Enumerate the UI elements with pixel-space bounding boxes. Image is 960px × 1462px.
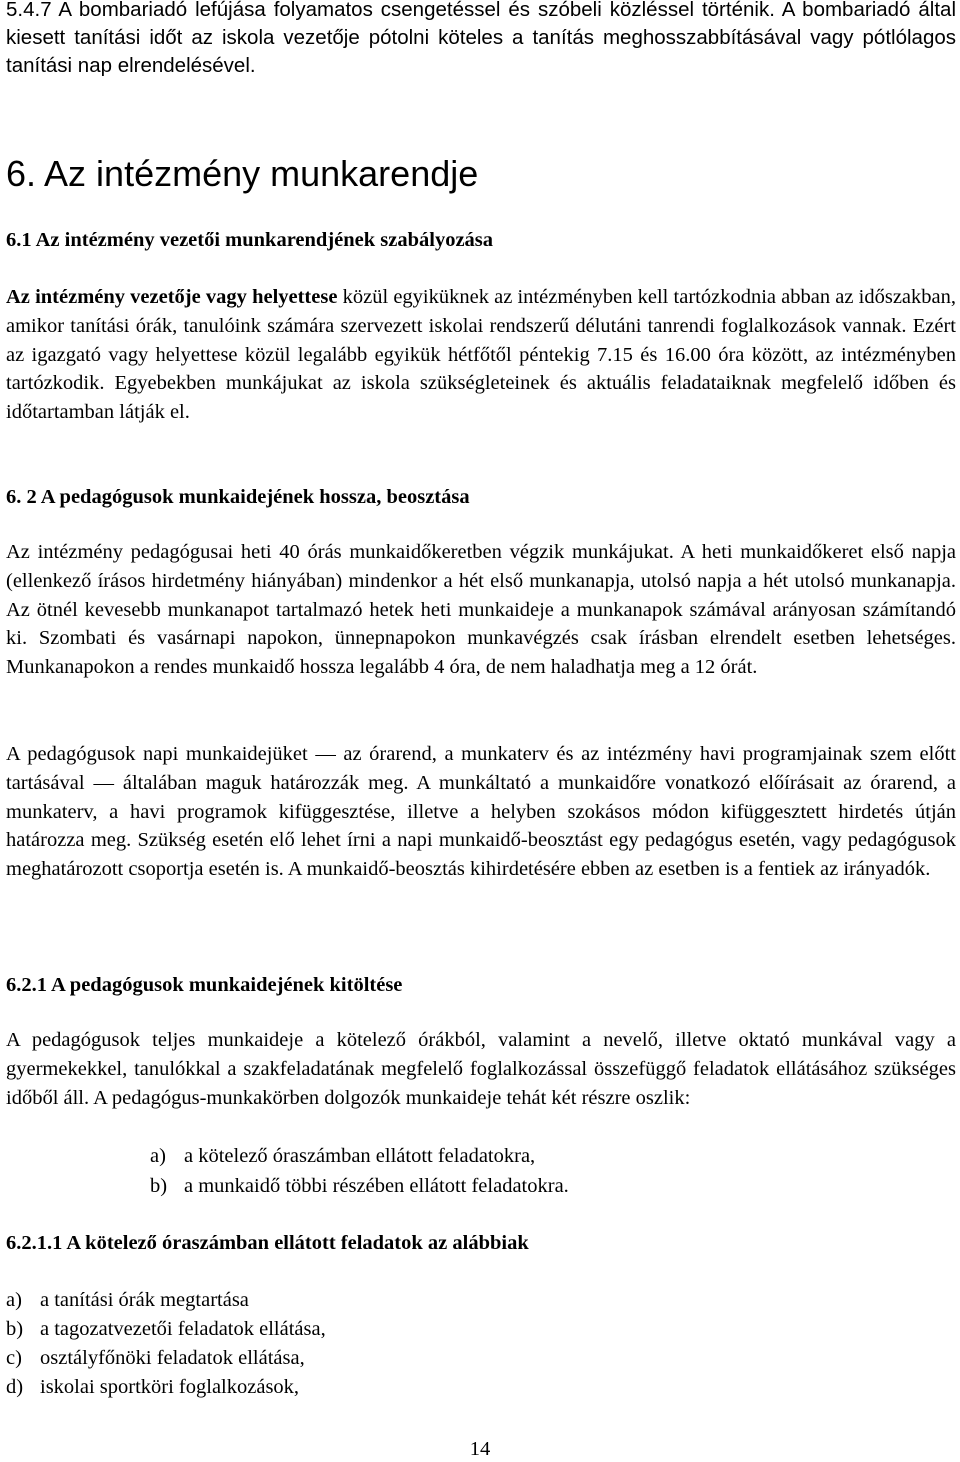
paragraph-6-2-b: A pedagógusok napi munkaidejüket — az órarend, a munkaterv és az intézmény havi programjainak szem előtt tartásával — általában maguk határozzák meg. A munkáltató a munkaidőre vonatkozó előírásait az órarend, a munkaterv, a havi programok kifüggesztése, illetve a helyben szokásos módon kifüggesztett hirdetés útján határozza meg. Szükség esetén elő lehet írni a napi munkaidő-beosztást egy pedagógus esetén, vagy pedagógusok meghatározott csoportja esetén is. A munkaidő-beosztás kihirdetésére ebben az esetben is a fentiek az irányadók. <box>6 743 956 881</box>
paragraph-6-1-bold-intro: Az intézmény vezetője vagy helyettese <box>6 286 338 308</box>
list-item <box>6 1315 326 1343</box>
list-item-text: a kötelező óraszámban ellátott feladatokra, <box>184 1145 536 1167</box>
heading-6-2-1: 6.2.1 A pedagógusok munkaidejének kitöltése <box>6 974 403 996</box>
paragraph-6-1-text: közül egyiküknek az intézményben kell tartózkodnia abban az időszakban, amikor tanítási órák, tanulóink számára szervezett iskolai rendszerű délutáni tanrendi foglalkozások vannak. Ezért az igazgató vagy helyettese közül legalább egyikük hétfőtől péntekig 7.15 és 16.00 óra között, az intézményben tartózkodik. Egyebekben munkájukat az iskola szükségleteinek és aktuális feladataiknak megfelelő időben és időtartamban látják el. <box>6 286 956 424</box>
list-item <box>6 1286 249 1314</box>
list-item-label: b) <box>150 1175 168 1197</box>
list-item <box>150 1142 535 1170</box>
paragraph-6-1 <box>6 283 956 427</box>
heading-6-2: 6. 2 A pedagógusok munkaidejének hossza, beosztása <box>6 486 470 508</box>
list-item-label: c) <box>6 1347 22 1369</box>
list-item-label: b) <box>6 1318 24 1340</box>
list-item-text: a munkaidő többi részében ellátott feladatokra. <box>184 1175 569 1197</box>
list-item-text: osztályfőnöki feladatok ellátása, <box>40 1347 305 1369</box>
list-item-label: a) <box>150 1145 166 1167</box>
list-item <box>150 1172 569 1200</box>
list-item-text: a tagozatvezetői feladatok ellátása, <box>40 1318 326 1340</box>
heading-6-2-1-1: 6.2.1.1 A kötelező óraszámban ellátott feladatok az alábbiak <box>6 1232 529 1254</box>
paragraph-6-2-1: A pedagógusok teljes munkaideje a kötelező órákból, valamint a nevelő, illetve oktató munkával vagy a gyermekekkel, tanulókkal a szakfeladatának megfelelő foglalkozással összefüggő feladatok ellátásához szükséges időből áll. A pedagógus-munkakörben dolgozók munkaideje tehát két részre oszlik: <box>6 1029 956 1109</box>
paragraph-6-2-a: Az intézmény pedagógusai heti 40 órás munkaidőkeretben végzik munkájukat. A heti munkaidőkeret első napja (ellenkező írásos hirdetmény hiányában) mindenkor a hét első munkanapja, utolsó napja a hét utolsó munkanapja. Az ötnél kevesebb munkanapot tartalmazó hetek heti munkaideje a munkanapok számával arányosan számítandó ki. Szombati és vasárnapi napokon, ünnepnapokon munkavégzés csak írásban elrendelt esetben lehetséges. Munkanapokon a rendes munkaidő hossza legalább 4 óra, de nem haladhatja meg a 12 órát. <box>6 541 956 679</box>
list-item-label: d) <box>6 1376 24 1398</box>
section-5-4-7-paragraph: 5.4.7 A bombariadó lefújása folyamatos csengetéssel és szóbeli közléssel történik. A bombariadó által kiesett tanítási időt az iskola vezetője pótolni köteles a tanítás meghosszabbításával vagy pótlólagos tanítási nap elrendelésével. <box>6 0 956 77</box>
list-item-label: a) <box>6 1289 22 1311</box>
heading-6-1: 6.1 Az intézmény vezetői munkarendjének szabályozása <box>6 229 494 251</box>
page-number: 14 <box>469 1438 491 1460</box>
list-item-text: a tanítási órák megtartása <box>40 1289 249 1311</box>
heading-6: 6. Az intézmény munkarendje <box>6 153 479 194</box>
list-item <box>6 1344 305 1372</box>
list-item <box>6 1373 299 1401</box>
list-item-text: iskolai sportköri foglalkozások, <box>40 1376 300 1398</box>
